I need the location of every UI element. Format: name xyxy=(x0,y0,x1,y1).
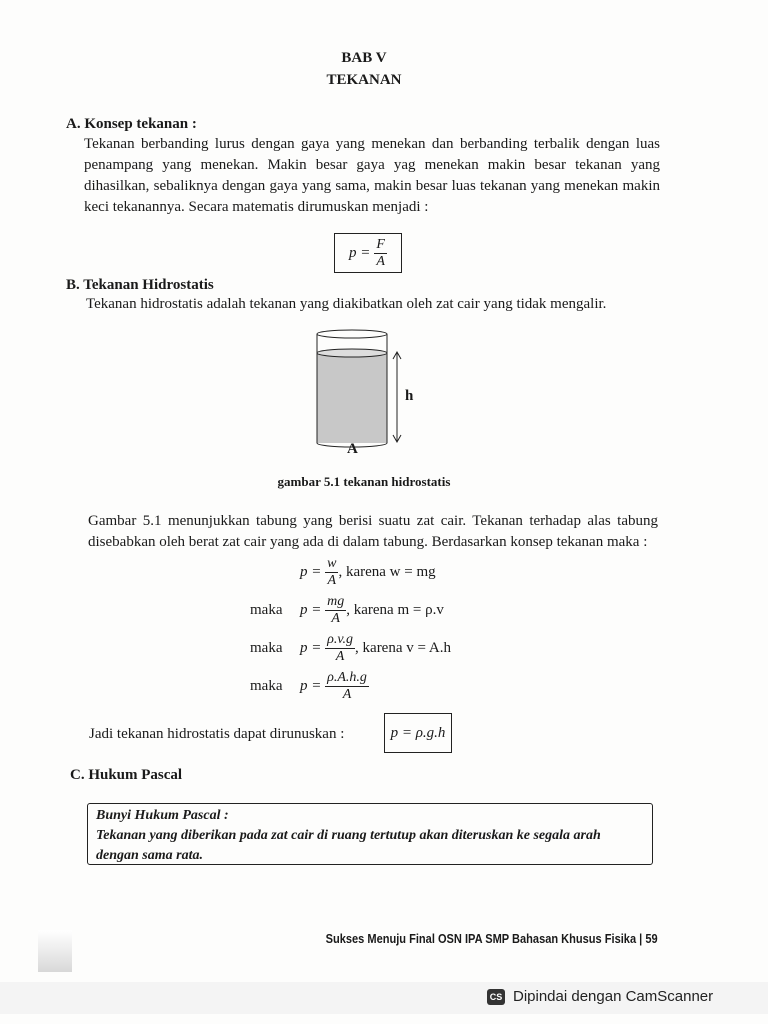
camscanner-logo-icon: CS xyxy=(487,989,505,1005)
h-label: h xyxy=(405,388,414,404)
topic-title: TEKANAN xyxy=(326,72,402,88)
camscanner-watermark xyxy=(0,982,768,1014)
scan-shadow xyxy=(38,930,72,972)
pascal-box-title: Bunyi Hukum Pascal : xyxy=(96,808,229,823)
pascal-box-text: Tekanan yang diberikan pada zat cair di ruang tertutup akan diteruskan ke segala arah dengan sama rata. xyxy=(96,828,601,863)
section-a-heading: A. Konsep tekanan : xyxy=(66,116,197,132)
liquid xyxy=(317,353,387,443)
conclusion-text: Jadi tekanan hidrostatis dapat dirunuskan : xyxy=(89,726,345,742)
figure-caption: gambar 5.1 tekanan hidrostatis xyxy=(277,474,451,489)
pressure-formula-box xyxy=(334,233,402,273)
section-b-heading: B. Tekanan Hidrostatis xyxy=(66,277,214,293)
section-b-text: Tekanan hidrostatis adalah tekanan yang diakibatkan oleh zat cair yang tidak mengalir. xyxy=(86,296,607,312)
section-b-explanation: Gambar 5.1 menunjukkan tabung yang berisi suatu zat cair. Tekanan terhadap alas tabung disebabkan oleh berat zat cair yang ada di dalam tabung. Berdasarkan konsep tekanan maka : xyxy=(88,513,658,550)
chapter-title: BAB V xyxy=(341,50,387,66)
a-label: A xyxy=(347,441,358,457)
section-a-text: Tekanan berbanding lurus dengan gaya yang menekan dan berbanding terbalik dengan luas penampang yang menekan. Makin besar gaya yag menekan makin besar tekanan yang dihasilkan, sebaliknya dengan gaya yang sama, makin besar luas tekanan yang menekan makin keci tekanannya. Secara matematis dirumuskan menjadi : xyxy=(84,136,660,215)
section-c-heading: C. Hukum Pascal xyxy=(70,767,183,783)
final-formula-box: p = ρ.g.h xyxy=(384,713,452,753)
formula-lhs: p = xyxy=(349,244,371,261)
liquid-surface xyxy=(317,349,387,357)
page-footer: Sukses Menuju Final OSN IPA SMP Bahasan Khusus Fisika | 59 xyxy=(325,931,658,946)
formula-num: F xyxy=(376,236,385,252)
document-page: BAB V TEKANAN A. Konsep tekanan : Tekanan berbanding lurus dengan gaya yang menekan dan berbanding terbalik dengan luas penampang yang menekan. Makin besar gaya yag menekan makin besar tekanan yang dihasilkan, sebaliknya dengan gaya yang sama, makin besar luas tekanan yang menekan makin keci tekanannya. Secara matematis dirumuskan menjadi : p = $\frac{F}{A}$ B. Tekanan Hidrostatis Tekanan hidrostatis adalah tekanan yang diakibatkan oleh zat cair yang tidak mengalir. h A gambar 5.1 tekanan hidrostatis Gambar 5.1 menunjukkan tabung yang berisi suatu zat cair. Tekanan terhadap alas tabung disebabkan oleh berat zat cair yang ada di dalam tabung. Berdasarkan konsep tekanan maka : p = $\frac{w}{A}$ , karena w = mg maka p = $\frac{mg}{A}$ , karena m = ρ.v maka p = $\frac{\rho.v.g}{A}$ , karena v = A.h maka p = $\frac{\rho.A.h.g}{A}$ Jadi tekanan hidrostatis dapat dirunuskan : p = ρ.g.h C. Hukum Pascal Bunyi Hukum Pascal : Tekanan yang diberikan pada zat cair di ruang tertutup akan diteruskan ke segala arah dengan sama rata. Sukses Menuju Final OSN IPA SMP Bahasan Khusus Fisika | 59 CS Dipindai dengan CamScanner xyxy=(0,0,768,1024)
formula-den: A xyxy=(376,253,385,269)
pascal-law-box xyxy=(87,803,653,865)
watermark-text: Dipindai dengan CamScanner xyxy=(513,988,714,1005)
